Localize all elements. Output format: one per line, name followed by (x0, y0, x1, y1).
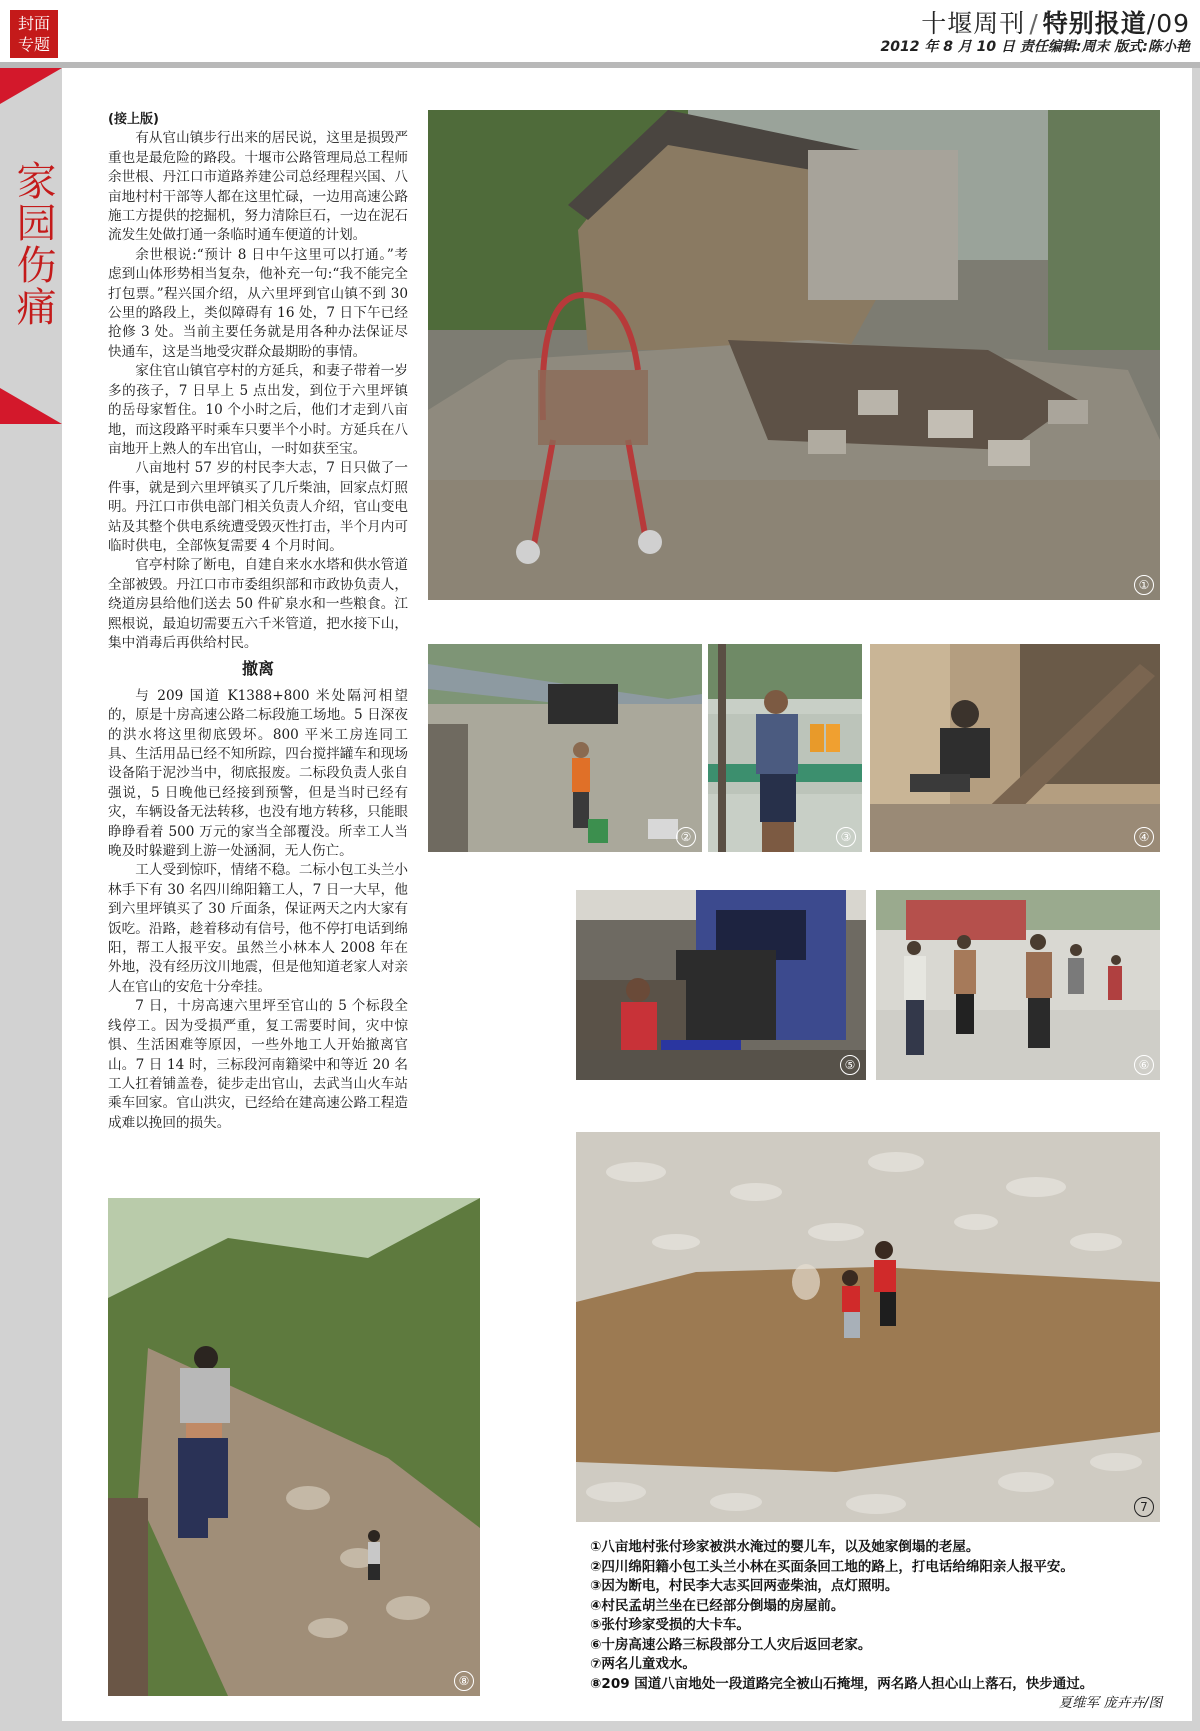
article-paragraph: 家住官山镇官亭村的方延兵，和妻子带着一岁多的孩子，7 日早上 5 点出发，到位于六里坪镇的岳母家暂住。10 个小时之后，他们才走到八亩地，而这段路平时乘车只要半个小时。方延兵在八亩地开上熟人的车出官山，一时如获至宝。 (108, 363, 408, 457)
caption-line: ⑧209 国道八亩地处一段道路完全被山石掩埋，两名路人担心山上落石，快步通过。 (590, 1675, 1094, 1692)
caption-line: ⑤张付珍家受损的大卡车。 (590, 1617, 750, 1633)
photo-1-collapsed-house (428, 110, 1160, 600)
bottom-border (0, 1721, 1200, 1731)
brand-separator: / (1029, 9, 1039, 38)
article-column (108, 110, 408, 1133)
photo-number-3: ③ (836, 827, 856, 847)
article-paragraph: 八亩地村 57 岁的村民李大志，7 日只做了一件事，就是到六里坪镇买了几斤柴油，回家点灯照明。丹江口市供电部门相关负责人介绍，官山变电站及其整个供电系统遭受毁灭性打击，半个月内可临时供电，全部恢复需要 4 个月时间。 (108, 460, 408, 554)
photo-number-5: ⑤ (840, 1055, 860, 1075)
article-paragraph: 官亭村除了断电，自建自来水水塔和供水管道全部被毁。丹江口市市委组织部和市政协负责人，绕道房县给他们送去 50 件矿泉水和一些粮食。江熙根说，最迫切需要五六千米管道，把水接下山，集中消毒后再供给村民。 (108, 557, 408, 651)
article-paragraph: 有从官山镇步行出来的居民说，这里是损毁严重也是最危险的路段。十堰市公路管理局总工程师余世根、丹江口市道路养建公司总经理程兴国、八亩地村村干部等人都在这里忙碌，一边用高速公路施工方提供的挖掘机，努力清除巨石，一边在泥石流发生处做打通一条临时通车便道的计划。 (108, 130, 408, 244)
photo-6-workers-leaving (876, 890, 1160, 1080)
photo-3-diesel-cans (708, 644, 862, 852)
tag-line-1: 封面 (17, 14, 50, 33)
continued-note: (接上版) (108, 112, 159, 127)
tag-line-2: 专题 (17, 35, 50, 54)
dateline: 2012 年 8 月 10 日 责任编辑:周末 版式:陈小艳 (880, 39, 1190, 55)
photo-number-8: ⑧ (454, 1671, 474, 1691)
sidebar-red-corner-top (0, 68, 62, 104)
section-name: 特别报道 (1042, 9, 1147, 38)
caption-line: ③因为断电，村民李大志买回两壶柴油，点灯照明。 (590, 1578, 899, 1594)
sidebar-red-corner-bottom (0, 388, 62, 424)
photo-7-children-playing (576, 1132, 1160, 1522)
subheading: 撤离 (241, 659, 274, 679)
photo-4-woman-house (870, 644, 1160, 852)
caption-line: ⑦两名儿童戏水。 (590, 1656, 696, 1672)
photo-number-6: ⑥ (1134, 1055, 1154, 1075)
article-paragraph: 与 209 国道 K1388+800 米处隔河相望的，原是十房高速公路二标段施工场地。5 日深夜的洪水将这里彻底毁坏。800 平米工房连同工具、生活用品已经不知所踪，四台搅拌罐车和现场设备陷于泥沙当中，彻底报废。二标段负责人张自强说，5 日晚他已经接到预警，但是当时已经有灾，车辆设备无法转移，也没有地方转移，只能眼睁睁看着 500 万元的家当全部覆没。所幸工人当晚及时躲避到上游一处涵洞，无人伤亡。 (108, 687, 408, 860)
article-paragraph: 工人受到惊吓，情绪不稳。二标小包工头兰小林手下有 30 名四川绵阳籍工人，7 日一大早，他到六里坪镇买了 30 斤面条，保证两天之内大家有饭吃。沿路，趁着移动有信号，他不停打电话到绵阳，帮工人报平安。虽然兰小林本人 2008 年在外地，没有经历汶川地震，但是他知道老家人对亲人在官山的安危十分牵挂。 (108, 862, 408, 995)
page-number: /09 (1146, 9, 1190, 38)
caption-line: ⑥十房高速公路三标段部分工人灾后返回老家。 (590, 1636, 872, 1653)
article-paragraph: 7 日，十房高速六里坪至官山的 5 个标段全线停工。因为受损严重，复工需要时间，灾中惊惧、生活困难等原因，一些外地工人开始撤离官山。7 日 14 时，三标段河南籍梁中和等近 20 名工人扛着铺盖卷，徒步走出官山，去武当山火车站乘车回家。官山洪灾，已经给在建高速公路工程造成难以挽回的损失。 (108, 998, 408, 1131)
photo-credit: 夏维军 庞卉卉/图 (1058, 1695, 1162, 1711)
brand-name: 十堰周刊 (921, 9, 1026, 38)
photo-2-worker-phone (428, 644, 702, 852)
photo-captions (590, 1538, 1170, 1714)
photo-number-7: 7 (1134, 1497, 1154, 1517)
photo-number-4: ④ (1134, 827, 1154, 847)
photo-number-2: ② (676, 827, 696, 847)
right-border (1192, 68, 1200, 1731)
cover-topic-tag (8, 8, 60, 60)
masthead (921, 4, 1190, 40)
caption-line: ②四川绵阳籍小包工头兰小林在买面条回工地的路上，打电话给绵阳亲人报平安。 (590, 1558, 1074, 1575)
caption-line: ①八亩地村张付珍家被洪水淹过的婴儿车，以及她家倒塌的老屋。 (590, 1539, 980, 1555)
photo-8-buried-road (108, 1198, 480, 1696)
article-paragraph: 余世根说:“预计 8 日中午这里可以打通。”考虑到山体形势相当复杂，他补充一句:“我不能完全打包票。”程兴国介绍，从六里坪到官山镇不到 30 公里的路段上，类似障碍有 16 处，7 日下午已经抢修 3 处。当前主要任务就是用各种办法保证尽快通车，这是当地受灾群众最期盼的事情。 (108, 246, 408, 360)
top-divider (0, 62, 1200, 68)
caption-line: ④村民孟胡兰坐在已经部分倒塌的房屋前。 (590, 1597, 845, 1614)
photo-5-damaged-truck (576, 890, 866, 1080)
photo-number-1: ① (1134, 575, 1154, 595)
sidebar-title: 家园伤痛 (10, 160, 56, 328)
